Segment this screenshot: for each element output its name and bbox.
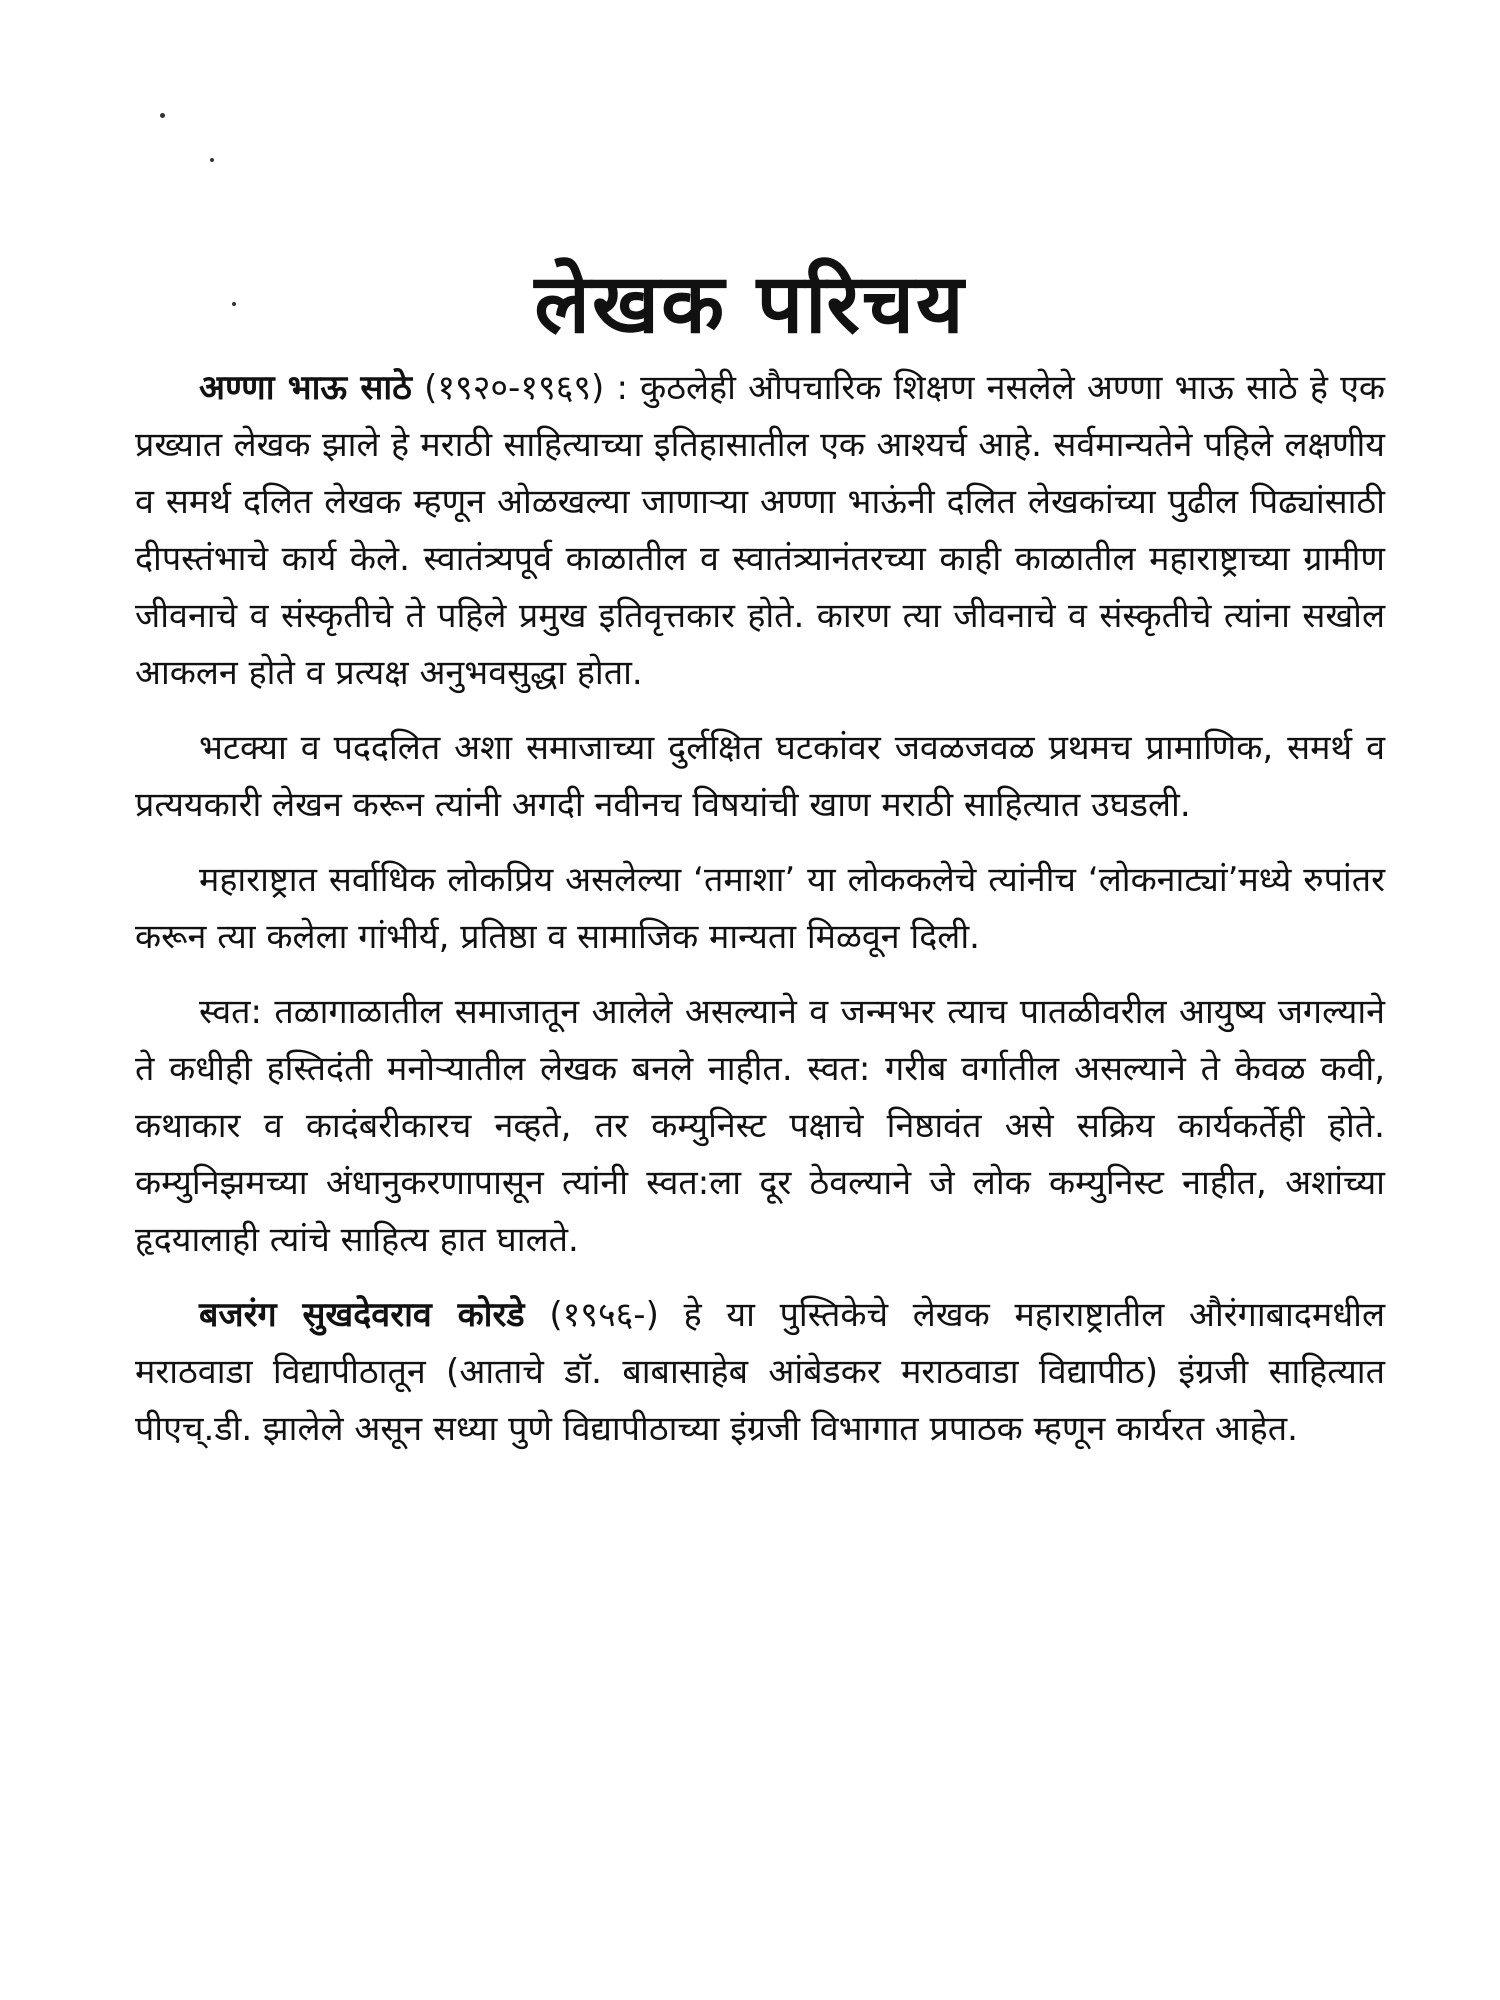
paragraph-untapped-subjects: भटक्या व पददलित अशा समाजाच्या दुर्लक्षित घटकांवर जवळजवळ प्रथमच प्रामाणिक, समर्थ व प्रत्ययकारी लेखन करून त्यांनी अगदी नवीनच विषयांची खाण मराठी साहित्यात उघडली. [135,728,1385,825]
paragraph-grassroots-life: स्वत: तळागाळातील समाजातून आलेले असल्याने व जन्मभर त्याच पातळीवरील आयुष्य जगल्याने ते कधीही हस्तिदंती मनोऱ्यातील लेखक बनले नाहीत. स्वत: गरीब वर्गातील असल्याने ते केवळ कवी, कथाकार व कादंबरीकारच नव्हते, तर कम्युनिस्ट पक्षाचे निष्ठावंत असे सक्रिय कार्यकर्तेही होते. कम्युनिझमच्या अंधानुकरणापासून त्यांनी स्वत:ला दूर ठेवल्याने जे लोक कम्युनिस्ट नाहीत, अशांच्या हृदयालाही त्यांचे साहित्य हात घालते. [135,992,1385,1260]
scan-speck [210,158,214,162]
paragraph-tamasha: महाराष्ट्रात सर्वाधिक लोकप्रिय असलेल्या ‘तमाशा’ या लोककलेचे त्यांनीच ‘लोकनाट्यां’मध्ये रुपांतर करून त्या कलेला गांभीर्य, प्रतिष्ठा व सामाजिक मान्यता मिळवून दिली. [135,860,1385,957]
paragraph-text: (१९५६-) हे या पुस्तिकेचे लेखक महाराष्ट्रातील औरंगाबादमधील मराठवाडा विद्यापीठातून (आताचे डॉ. बाबासाहेब आंबेडकर मराठवाडा विद्यापीठ) इंग्रजी साहित्यात पीएच्.डी. झालेले असून सध्या पुणे विद्यापीठाच्या इंग्रजी विभागात प्रपाठक म्हणून कार्यरत आहेत. [135,1295,1386,1449]
paragraph-text: (१९२०-१९६९) : कुठलेही औपचारिक शिक्षण नसलेले अण्णा भाऊ साठे हे एक प्रख्यात लेखक झाले हे मराठी साहित्याच्या इतिहासातील एक आश्यर्च आहे. सर्वमान्यतेने पहिले लक्षणीय व समर्थ दलित लेखक म्हणून ओळखल्या जाणाऱ्या अण्णा भाऊंनी दलित लेखकांच्या पुढील पिढ्यांसाठी दीपस्तंभाचे कार्य केले. स्वातंत्र्यपूर्व काळातील व स्वातंत्र्यानंतरच्या काही काळातील महाराष्ट्राच्या ग्रामीण जीवनाचे व संस्कृतीचे ते पहिले प्रमुख इतिवृत्तकार होते. कारण त्या जीवनाचे व संस्कृतीचे त्यांना सखोल आकलन होते व प्रत्यक्ष अनुभवसुद्धा होता. [135,368,1385,693]
author-name-bajrang-korde: बजरंग सुखदेवराव कोरडे [199,1295,525,1335]
paragraph-bajrang-korde [135,1287,1385,1458]
scan-speck [160,113,165,118]
author-name-anna-bhau-sathe: अण्णा भाऊ साठे [199,368,412,408]
paragraph-anna-bhau-sathe [135,360,1385,702]
page-title: लेखक परिचय [534,256,966,352]
author-intro-body [135,360,1385,1458]
